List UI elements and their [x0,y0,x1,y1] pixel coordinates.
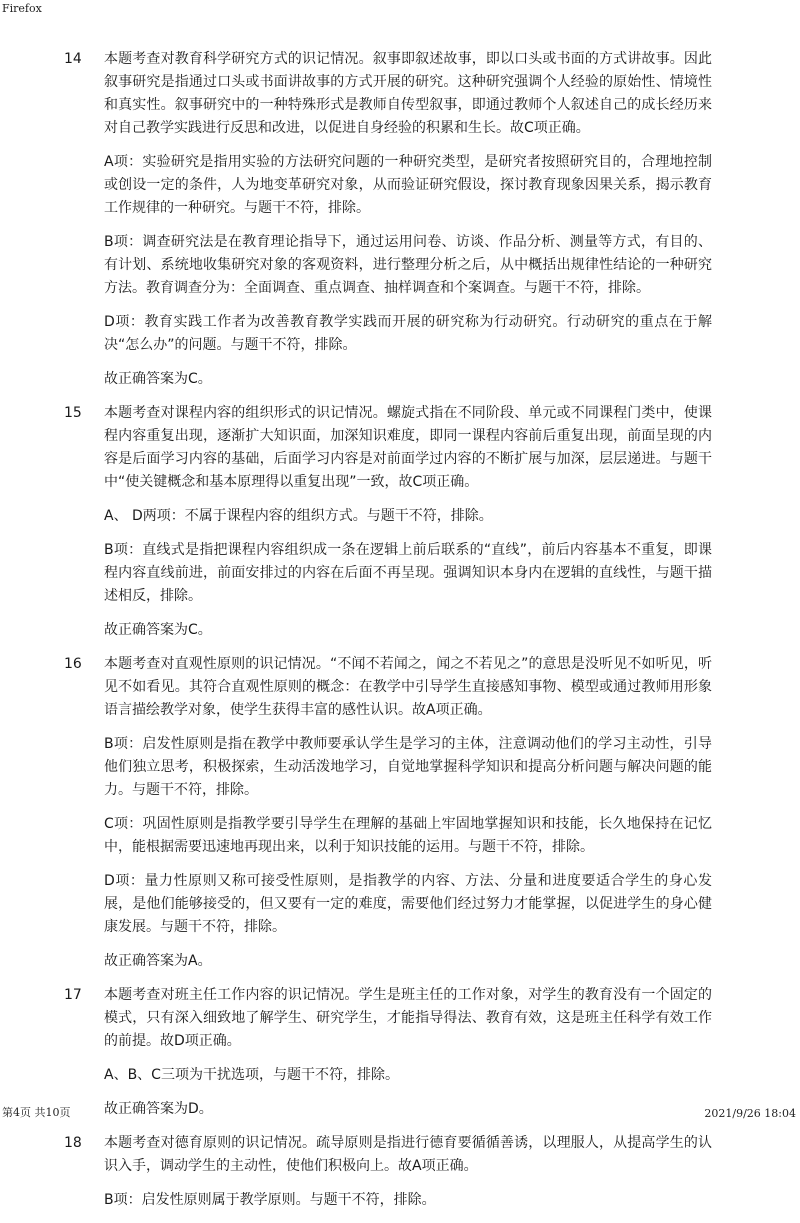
question-block [0,653,712,973]
question-block [0,402,712,642]
question-block [0,48,712,391]
print-datetime: 2021/9/26 18:04 [704,1107,796,1120]
explanation-paragraph: 故正确答案为A。 [104,953,212,969]
explanation-paragraph: 本题考查对班主任工作内容的识记情况。学生是班主任的工作对象，对学生的教育没有一个固定的模式，只有深入细致地了解学生、研究学生，才能指导得法、教育有效，这是班主任科学有效工作的前提。故D项正确。 [104,987,712,1049]
explanation-paragraph: B项：启发性原则属于教学原则。与题干不符，排除。 [104,1192,436,1208]
question-block [0,984,712,1121]
explanation-paragraph: 故正确答案为C。 [104,622,212,638]
question-number: 17 [64,987,82,1003]
explanation-paragraph: 本题考查对课程内容的组织形式的识记情况。螺旋式指在不同阶段、单元或不同课程门类中，使课程内容重复出现，逐渐扩大知识面，加深知识难度，即同一课程内容前后重复出现，前面呈现的内容是后面学习内容的基础，后面学习内容是对前面学过内容的不断扩展与加深，层层递进。与题干中“使关键概念和基本原理得以重复出现”一致，故C项正确。 [104,405,712,490]
question-number: 15 [64,405,82,421]
explanation-paragraph: 本题考查对直观性原则的识记情况。“不闻不若闻之，闻之不若见之”的意思是没听见不如听见，听见不如看见。其符合直观性原则的概念：在教学中引导学生直接感知事物、模型或通过教师用形象语言描绘教学对象，使学生获得丰富的感性认识。故A项正确。 [104,656,712,718]
explanation-paragraph: 故正确答案为D。 [104,1101,213,1117]
question-list [0,48,712,1223]
explanation-paragraph: D项：量力性原则又称可接受性原则，是指教学的内容、方法、分量和进度要适合学生的身心发展，是他们能够接受的，但又要有一定的难度，需要他们经过努力才能掌握，以促进学生的身心健康发展。与题干不符，排除。 [104,873,712,935]
explanation-paragraph: D项：教育实践工作者为改善教育教学实践而开展的研究称为行动研究。行动研究的重点在于解决“怎么办”的问题。与题干不符，排除。 [104,314,712,353]
explanation-paragraph: A项：实验研究是指用实验的方法研究问题的一种研究类型，是研究者按照研究目的，合理地控制或创设一定的条件，人为地变革研究对象，从而验证研究假设，探讨教育现象因果关系，揭示教育工作规律的一种研究。与题干不符，排除。 [104,154,712,216]
browser-title: Firefox [2,2,42,15]
explanation-paragraph: B项：调查研究法是在教育理论指导下，通过运用问卷、访谈、作品分析、测量等方式，有目的、有计划、系统地收集研究对象的客观资料，进行整理分析之后，从中概括出规律性结论的一种研究方法。教育调查分为：全面调查、重点调查、抽样调查和个案调查。与题干不符，排除。 [104,234,712,296]
question-number: 14 [64,51,82,67]
explanation-paragraph: B项：启发性原则是指在教学中教师要承认学生是学习的主体，注意调动他们的学习主动性，引导他们独立思考，积极探索，生动活泼地学习，自觉地掌握科学知识和提高分析问题与解决问题的能力。与题干不符，排除。 [104,736,712,798]
explanation-paragraph: 本题考查对德育原则的识记情况。疏导原则是指进行德育要循循善诱，以理服人，从提高学生的认识入手，调动学生的主动性，使他们积极向上。故A项正确。 [104,1135,712,1174]
explanation-paragraph: 故正确答案为C。 [104,371,212,387]
explanation-paragraph: C项：巩固性原则是指教学要引导学生在理解的基础上牢固地掌握知识和技能，长久地保持在记忆中，能根据需要迅速地再现出来，以利于知识技能的运用。与题干不符，排除。 [104,816,712,855]
explanation-paragraph: 本题考查对教育科学研究方式的识记情况。叙事即叙述故事，即以口头或书面的方式讲故事。因此叙事研究是指通过口头或书面讲故事的方式开展的研究。这种研究强调个人经验的原始性、情境性和真实性。叙事研究中的一种特殊形式是教师自传型叙事，即通过教师个人叙述自己的成长经历来对自己教学实践进行反思和改进，以促进自身经验的积累和生长。故C项正确。 [104,51,712,136]
question-number: 18 [64,1135,82,1151]
question-block [0,1132,712,1212]
explanation-paragraph: A、B、C三项为干扰选项，与题干不符，排除。 [104,1067,399,1083]
explanation-paragraph: B项：直线式是指把课程内容组织成一条在逻辑上前后联系的“直线”，前后内容基本不重复，即课程内容直线前进，前面安排过的内容在后面不再呈现。强调知识本身内在逻辑的直线性，与题干描述相反，排除。 [104,542,712,604]
question-number: 16 [64,656,82,672]
page-indicator: 第4页 共10页 [2,1106,71,1119]
explanation-paragraph: A、 D两项：不属于课程内容的组织方式。与题干不符，排除。 [104,508,493,524]
